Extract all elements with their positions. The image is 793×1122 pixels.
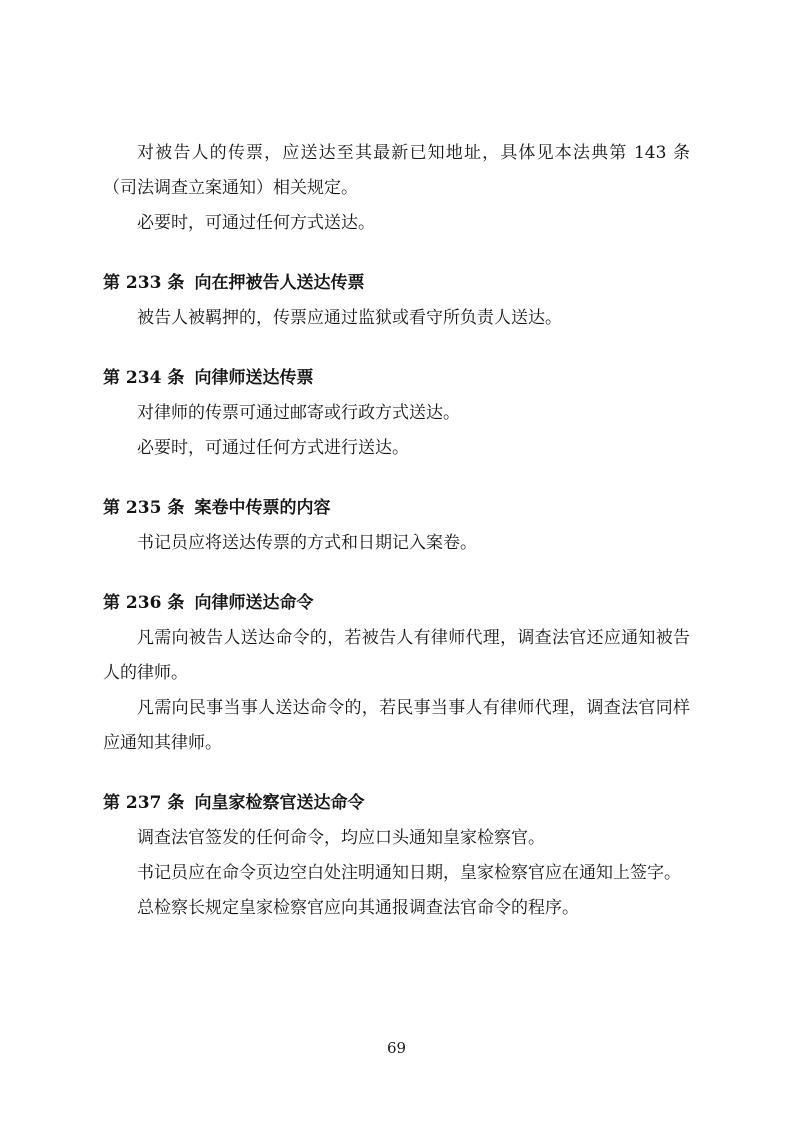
body-paragraph: 对律师的传票可通过邮寄或行政方式送达。 (137, 403, 460, 423)
article-title: 向律师送达传票 (194, 368, 314, 388)
body-paragraph: 被告人被羁押的，传票应通过监狱或看守所负责人送达。 (137, 308, 562, 328)
article-title: 向律师送达命令 (194, 593, 314, 613)
article-section-235 (103, 491, 690, 561)
body-paragraph: 书记员应将送达传票的方式和日期记入案卷。 (137, 533, 477, 553)
body-paragraph: 凡需向被告人送达命令的，若被告人有律师代理，调查法官还应通知被告人的律师。 (103, 628, 690, 683)
article-number: 第 233 条 (103, 273, 185, 293)
body-paragraph: 调查法官签发的任何命令，均应口头通知皇家检察官。 (137, 828, 545, 848)
article-number: 第 234 条 (103, 368, 185, 388)
document-body (103, 136, 690, 926)
article-title: 向在押被告人送达传票 (194, 273, 365, 293)
intro-paragraph: 必要时，可通过任何方式送达。 (137, 213, 375, 233)
article-title: 向皇家检察官送达命令 (194, 793, 365, 813)
article-heading (103, 786, 690, 821)
article-number: 第 235 条 (103, 498, 185, 518)
article-heading (103, 361, 690, 396)
article-heading (103, 491, 690, 526)
intro-paragraph: 对被告人的传票，应送达至其最新已知地址，具体见本法典第 143 条（司法调查立案通知）相关规定。 (103, 143, 690, 198)
article-section-236 (103, 586, 690, 761)
article-number: 第 236 条 (103, 593, 185, 613)
body-paragraph: 凡需向民事当事人送达命令的，若民事当事人有律师代理，调查法官同样应通知其律师。 (103, 698, 690, 753)
body-paragraph: 书记员应在命令页边空白处注明通知日期，皇家检察官应在通知上签字。 (137, 863, 681, 883)
article-section-234 (103, 361, 690, 466)
article-heading (103, 266, 690, 301)
page-number: 69 (386, 1039, 407, 1057)
article-section-237 (103, 786, 690, 926)
article-number: 第 237 条 (103, 793, 185, 813)
article-heading (103, 586, 690, 621)
article-section-233 (103, 266, 690, 336)
article-title: 案卷中传票的内容 (194, 498, 331, 518)
body-paragraph: 总检察长规定皇家检察官应向其通报调查法官命令的程序。 (137, 898, 579, 918)
body-paragraph: 必要时，可通过任何方式进行送达。 (137, 438, 409, 458)
